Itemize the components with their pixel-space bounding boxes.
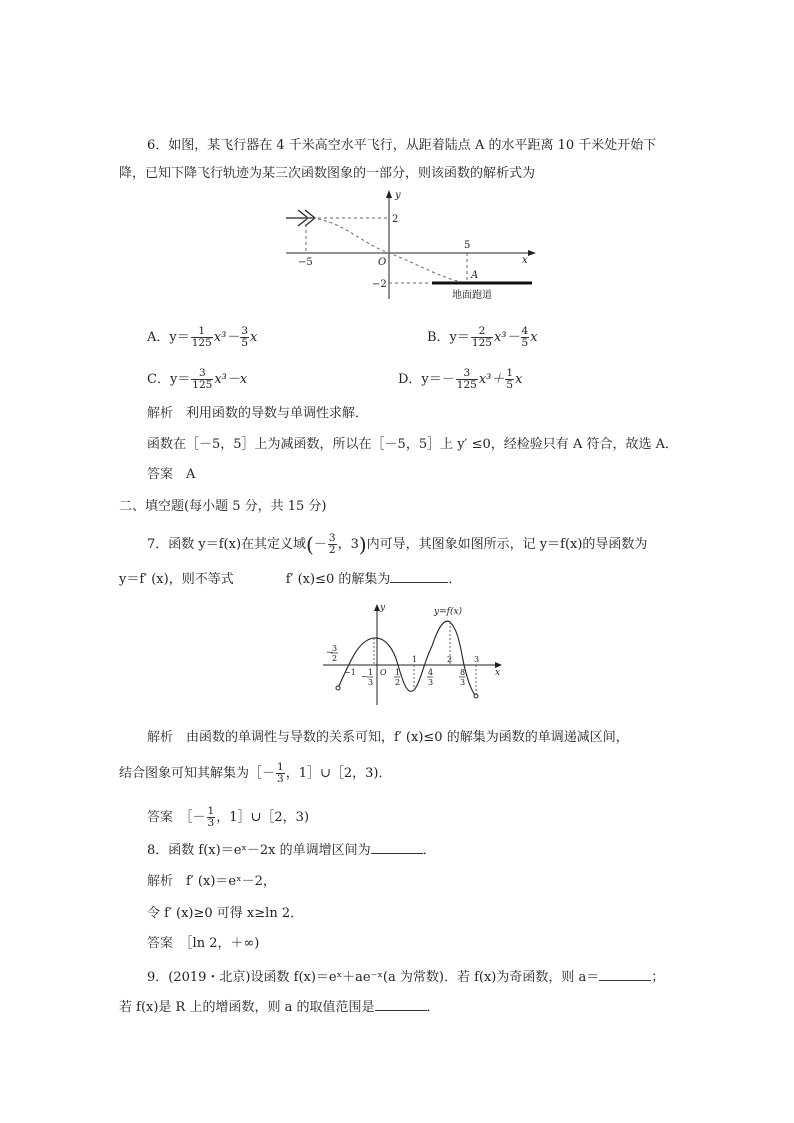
q9-answer-blank-2[interactable]	[375, 998, 427, 1011]
q7-figure	[318, 600, 508, 710]
svg-text:−: −	[326, 648, 334, 658]
q7-analysis: 解析 由函数的单调性与导数的关系可知，f′ (x)≤0 的解集为函数的单调递减区间，	[147, 730, 629, 745]
q7-curve-label: y=f(x)	[434, 607, 463, 617]
q8-question: 8．函数 f(x)＝eˣ－2x 的单调增区间为 ．	[147, 843, 436, 858]
q7-line-1: 7．函数 y＝f(x)在其定义域(－ $\frac{3}{2}$ ，3)内可导，其图象如图所示，记 y＝f(x)的导函数为	[147, 532, 648, 557]
q7-tick-1: 1	[412, 655, 418, 664]
q7-tick-m32-num: 3	[332, 644, 338, 653]
q6-line-2: 降，已知下降飞行轨迹为某三次函数图象的一部分，则该函数的解析式为	[119, 166, 536, 181]
q7-x-label: x	[495, 668, 501, 678]
q6-option-d: D．y＝－ $\frac{3}{125}$ x³＋ $\frac{1}{5}$ x	[398, 367, 523, 391]
analysis-label: 解析	[147, 730, 174, 745]
q6-option-c: C．y＝ $\frac{3}{125}$ x³－x	[147, 367, 248, 391]
q9-line-2: 若 f(x)是 R 上的增函数，则 a 的取值范围是 ．	[119, 1000, 440, 1015]
q9-line-1: 9．(2019・北京)设函数 f(x)＝eˣ＋ae⁻ˣ(a 为常数)．若 f(x)为奇函数，则 a＝ ；	[147, 970, 665, 985]
analysis-label: 解析	[147, 406, 174, 421]
q7-tick-83-num: 8	[460, 668, 466, 677]
q6-runway-label: 地面跑道	[452, 290, 492, 301]
q6-tick-2: 2	[392, 214, 399, 225]
answer-label: 答案	[147, 467, 174, 482]
q7-curve-fx	[338, 621, 476, 696]
q6-x-axis-arrow	[528, 250, 536, 256]
analysis-label: 解析	[147, 874, 174, 889]
q7-tick-m13-num: 1	[368, 668, 374, 677]
q6-tick-5: 5	[464, 240, 471, 251]
q7-open-endpoint-left	[336, 686, 340, 690]
q6-analysis: 解析 利用函数的导数与单调性求解．	[147, 406, 369, 421]
q7-analysis-line-2: 结合图象可知其解集为［－ $\frac{1}{3}$ ，1］∪［2，3)．	[119, 761, 392, 785]
answer-label: 答案	[147, 936, 174, 951]
q8-answer: 答案 ［ln 2，＋∞)	[147, 936, 260, 951]
q7-tick-43-den: 3	[428, 678, 434, 687]
q7-answer: 答案 ［－ $\frac{1}{3}$ ，1］∪［2，3)	[147, 805, 310, 829]
q6-option-b: B．y＝ $\frac{2}{125}$ x³－ $\frac{4}{5}$ x	[427, 325, 538, 349]
q6-tick-neg2: −2	[372, 279, 387, 290]
q7-tick-12-den: 2	[395, 678, 401, 687]
q8-analysis: 解析 f′ (x)＝eˣ－2，	[147, 874, 276, 889]
q8-answer-blank[interactable]	[371, 841, 423, 854]
q7-tick-m13-den: 3	[368, 678, 374, 687]
q6-descent-curve	[306, 218, 467, 283]
answer-label: 答案	[147, 810, 174, 825]
q6-y-axis-arrow	[386, 190, 392, 198]
q6-x-label: x	[522, 255, 528, 266]
q8-analysis-line-2: 令 f′ (x)≥0 可得 x≥ln 2．	[147, 906, 304, 921]
q6-tick-neg5: −5	[298, 257, 313, 268]
q7-tick-m32-den: 2	[332, 654, 338, 663]
q6-point-a: A	[471, 270, 479, 281]
q6-y-label: y	[395, 190, 401, 201]
q7-line-2: y＝f′ (x)，则不等式 f′ (x)≤0 的解集为 ．	[119, 572, 462, 587]
q6-option-a: A．y＝ $\frac{1}{125}$ x³－ $\frac{3}{5}$ x	[147, 325, 258, 349]
q6-line-1: 6．如图，某飞行器在 4 千米高空水平飞行，从距着陆点 A 的水平距离 10 千米处开始下	[147, 138, 657, 153]
svg-text:−: −	[361, 672, 368, 681]
q7-tick-origin: O	[380, 668, 387, 677]
q6-analysis-line-2: 函数在［－5，5］上为减函数，所以在［－5，5］上 y′ ≤0，经检验只有 A 符合，故选 A．	[147, 437, 678, 452]
section-fill-in-blank: 二、填空题(每小题 5 分，共 15 分)	[119, 499, 327, 514]
q7-answer-blank[interactable]	[390, 570, 448, 583]
q7-tick-3: 3	[474, 655, 480, 664]
q7-tick-m1: −1	[344, 668, 356, 677]
q7-tick-83-den: 3	[460, 678, 466, 687]
q7-tick-43-num: 4	[428, 668, 434, 677]
q7-y-label: y	[380, 603, 386, 613]
q6-aircraft-icon	[286, 210, 315, 226]
q6-figure	[270, 185, 550, 305]
q6-origin: O	[378, 257, 387, 268]
q7-tick-12-num: 1	[395, 668, 401, 677]
q7-tick-2: 2	[447, 655, 453, 664]
q9-answer-blank-1[interactable]	[599, 968, 651, 981]
q6-answer: 答案 A	[147, 467, 196, 482]
